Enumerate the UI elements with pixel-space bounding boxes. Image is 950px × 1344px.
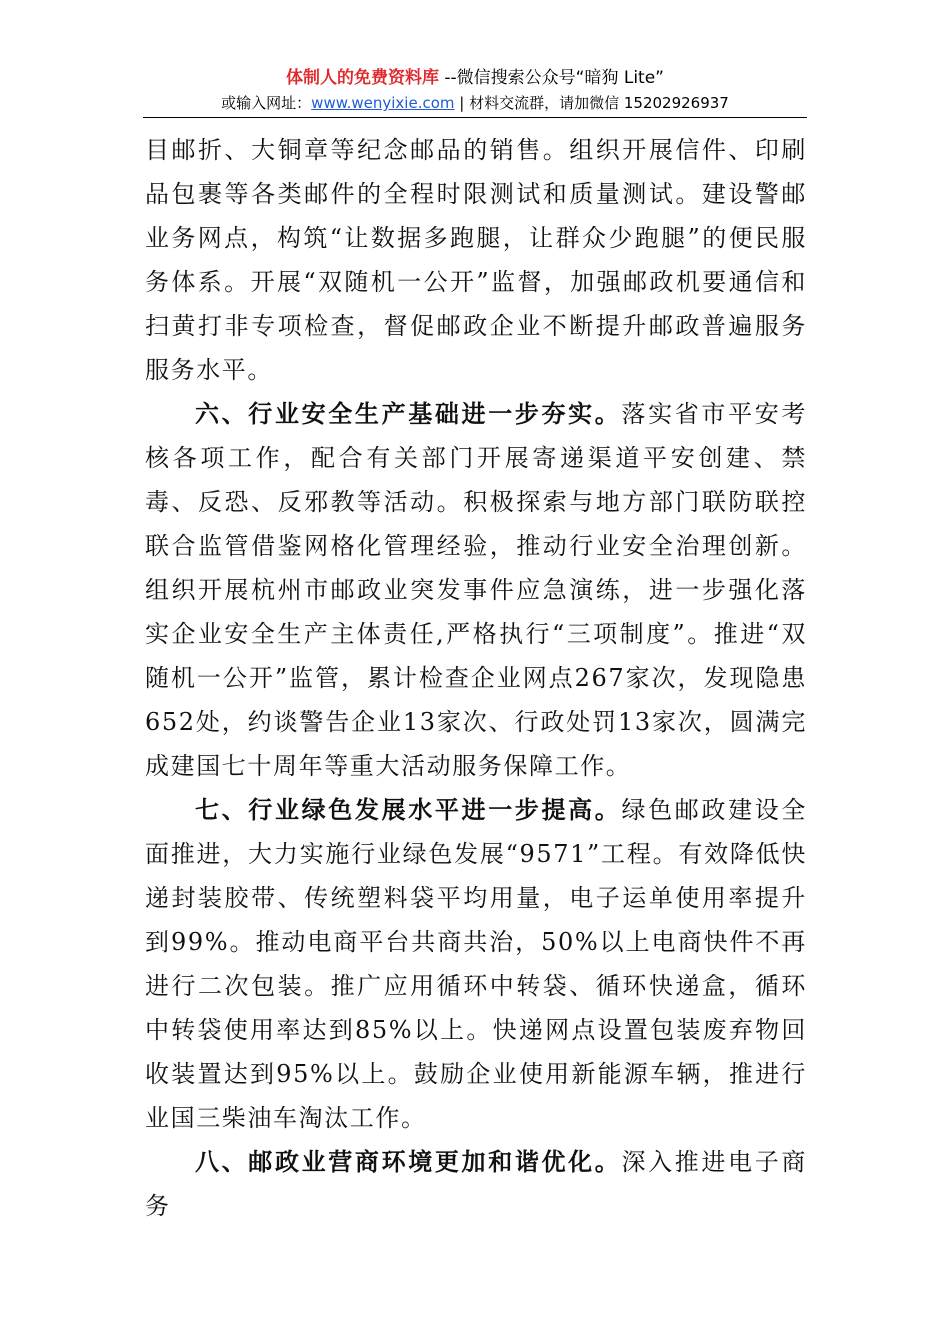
website-link[interactable]: www.wenyixie.com — [311, 94, 455, 112]
paragraph-section-6 — [145, 392, 807, 788]
contact-info: | 材料交流群，请加微信 15202926937 — [454, 94, 729, 112]
paragraph-text: 目邮折、大铜章等纪念邮品的销售。组织开展信件、印刷品包裹等各类邮件的全程时限测试和质量测试。建设警邮业务网点，构筑“让数据多跑腿，让群众少跑腿”的便民服务体系。开展“双随机一公开”监督，加强邮政机要通信和扫黄打非专项检查，督促邮政企业不断提升邮政普遍服务服务水平。 — [145, 136, 807, 384]
header-line-2 — [0, 92, 950, 114]
section-heading: 六、行业安全生产基础进一步夯实。 — [195, 399, 622, 428]
header-divider — [143, 117, 807, 118]
document-body — [145, 128, 807, 1228]
paragraph-text: 落实省市平安考核各项工作，配合有关部门开展寄递渠道平安创建、禁毒、反恐、反邪教等活动。积极探索与地方部门联防联控联合监管借鉴网格化管理经验，推动行业安全治理创新。组织开展杭州市邮政业突发事件应急演练，进一步强化落实企业安全生产主体责任,严格执行“三项制度”。推进“双随机一公开”监管，累计检查企业网点267家次，发现隐患652处，约谈警告企业13家次、行政处罚13家次，圆满完成建国七十周年等重大活动服务保障工作。 — [145, 400, 807, 780]
header-tagline: --微信搜索公众号“暗狗 Lite” — [438, 68, 664, 88]
paragraph-continuation — [145, 128, 807, 392]
paragraph-section-8 — [145, 1140, 807, 1228]
url-prefix: 或输入网址： — [221, 94, 312, 112]
section-heading: 七、行业绿色发展水平进一步提高。 — [195, 795, 622, 824]
paragraph-text: 深入推进电子商务 — [145, 1148, 807, 1220]
paragraph-text: 绿色邮政建设全面推进，大力实施行业绿色发展“9571”工程。有效降低快递封装胶带、传统塑料袋平均用量，电子运单使用率提升到99%。推动电商平台共商共治，50%以上电商快件不再进行二次包装。推广应用循环中转袋、循环快递盒，循环中转袋使用率达到85%以上。快递网点设置包装废弃物回收装置达到95%以上。鼓励企业使用新能源车辆，推进行业国三柴油车淘汰工作。 — [145, 796, 807, 1132]
paragraph-section-7 — [145, 788, 807, 1140]
brand-title: 体制人的免费资料库 — [285, 68, 439, 88]
section-heading: 八、邮政业营商环境更加和谐优化。 — [195, 1147, 622, 1176]
header-line-1 — [0, 66, 950, 90]
page-header — [0, 66, 950, 114]
